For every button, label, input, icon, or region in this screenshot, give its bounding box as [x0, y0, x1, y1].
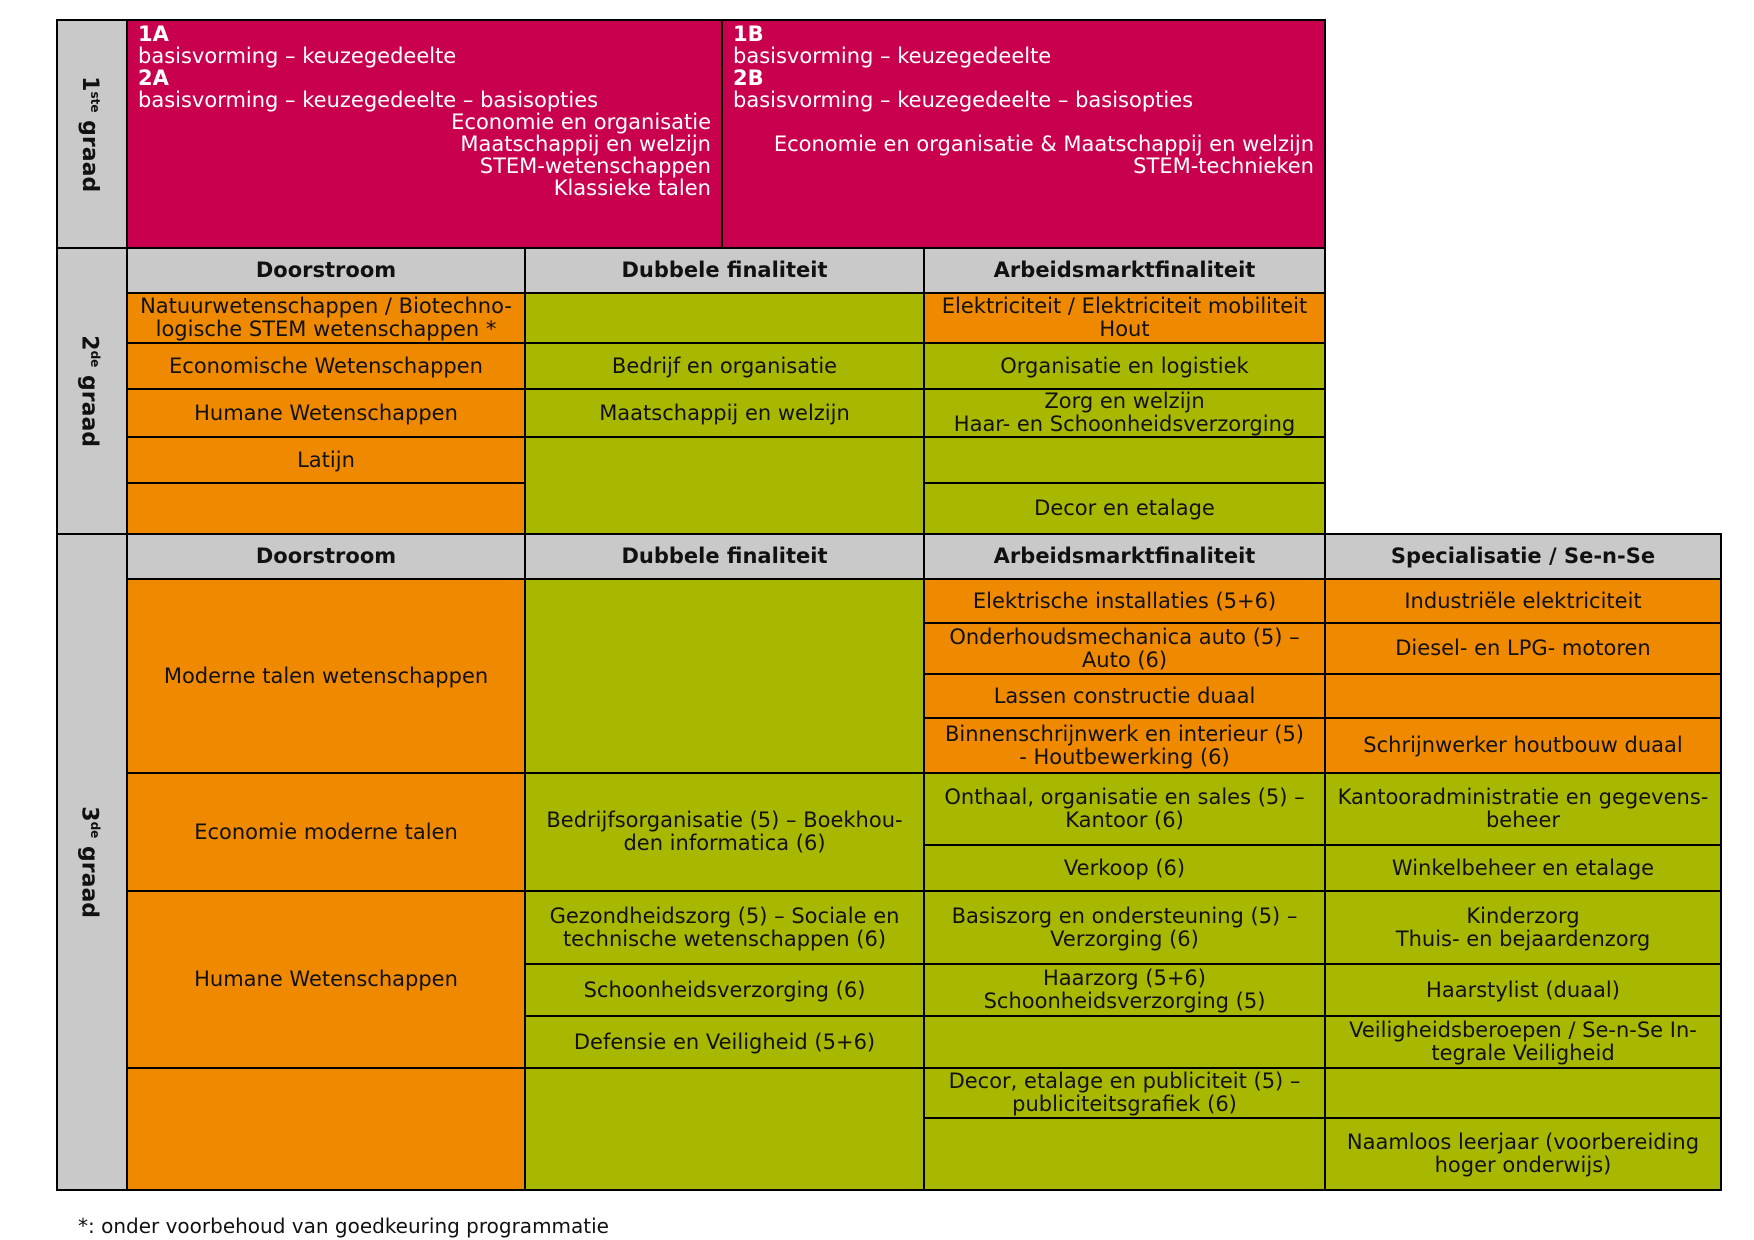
g3-arbeid-cell: Elektrische installaties (5+6) [923, 578, 1326, 624]
b-option: Economie en organisatie & Maatschappij en welzijn [773, 132, 1314, 156]
g2-doorstroom-cell [126, 292, 526, 344]
cell-line: tegrale Veiligheid [1431, 1041, 1615, 1065]
g2-doorstroom-cell: Latijn [126, 436, 526, 484]
g3-special-cell [1324, 1015, 1722, 1069]
g3-arbeid-cell [923, 963, 1326, 1017]
cell-line: den informatica (6) [623, 831, 826, 855]
a-option: STEM-wetenschappen [479, 154, 711, 178]
code-1b: 1B [733, 22, 764, 46]
grade-1-label: 1ste graad [76, 75, 103, 193]
g2-doorstroom-empty-cell [126, 482, 526, 535]
g2-arbeid-cell [923, 388, 1326, 438]
g2-arbeid-cell: Organisatie en logistiek [923, 342, 1326, 390]
cell-line: Veiligheidsberoepen / Se-n-Se In- [1349, 1018, 1697, 1042]
first-grade-b-stream [721, 19, 1326, 249]
cell-line: Kinderzorg [1466, 903, 1580, 928]
g3-special-cell [1324, 1117, 1722, 1191]
cell-line: Gezondheidszorg (5) – Sociale en [549, 903, 900, 928]
g2-arbeid-empty-cell [923, 436, 1326, 484]
code-2a: 2A [138, 66, 169, 90]
a-option: Maatschappij en welzijn [460, 132, 711, 156]
cell-line: hoger onderwijs) [1434, 1153, 1612, 1177]
g3-arbeid-empty-cell [923, 1015, 1326, 1069]
grade-2-label-cell [56, 247, 128, 535]
g3-arbeid-cell [923, 1067, 1326, 1119]
g3-arbeid-cell [923, 772, 1326, 846]
g3-doorstroom-cell: Economie moderne talen [126, 772, 526, 892]
g3-special-cell: Winkelbeheer en etalage [1324, 844, 1722, 892]
g3-header-dubbele-finaliteit: Dubbele finaliteit [524, 533, 925, 580]
cell-line: Natuurwetenschappen / Biotechno- [140, 294, 512, 318]
cell-line: Kantooradministratie en gegevens- [1337, 785, 1709, 809]
g2-arbeid-cell: Decor en etalage [923, 482, 1326, 535]
g3-header-specialisatie: Specialisatie / Se-n-Se [1324, 533, 1722, 580]
g3-header-doorstroom: Doorstroom [126, 533, 526, 580]
cell-line: Onderhoudsmechanica auto (5) – [949, 624, 1300, 649]
g3-special-cell [1324, 772, 1722, 846]
cell-line: beheer [1485, 808, 1561, 832]
a-stream-line-1: basisvorming – keuzegedeelte [138, 44, 457, 68]
b-option: STEM-technieken [1133, 154, 1314, 178]
cell-line: Elektriciteit / Elektriciteit mobiliteit [941, 294, 1308, 318]
cell-line: Thuis- en bejaardenzorg [1395, 926, 1651, 951]
first-grade-a-stream [126, 19, 723, 249]
g3-doorstroom-empty-cell [126, 1067, 526, 1191]
footnote: *: onder voorbehoud van goedkeuring programmatie [78, 1214, 609, 1238]
a-stream-line-2: basisvorming – keuzegedeelte – basisopties [138, 88, 599, 112]
g3-arbeid-cell [923, 717, 1326, 774]
b-stream-line-2: basisvorming – keuzegedeelte – basisopties [733, 88, 1194, 112]
g3-arbeid-cell [923, 622, 1326, 675]
g3-dubbele-cell: Schoonheidsverzorging (6) [524, 963, 925, 1017]
a-option: Economie en organisatie [451, 110, 711, 134]
cell-line: Haar- en Schoonheidsverzorging [953, 412, 1296, 436]
g3-dubbele-cell [524, 890, 925, 965]
grade-1-label-cell [56, 19, 128, 249]
cell-line: Verzorging (6) [1050, 926, 1199, 951]
b-stream-line-1: basisvorming – keuzegedeelte [733, 44, 1052, 68]
cell-line: Naamloos leerjaar (voorbereiding [1346, 1130, 1700, 1154]
g3-special-empty-cell [1324, 673, 1722, 719]
grade-2-label: 2de graad [76, 335, 103, 447]
g3-special-cell: Industriële elektriciteit [1324, 578, 1722, 624]
g3-special-cell: Schrijnwerker houtbouw duaal [1324, 717, 1722, 774]
g3-special-empty-cell [1324, 1067, 1722, 1119]
g3-arbeid-cell [923, 890, 1326, 965]
cell-line: technische wetenschappen (6) [562, 926, 887, 951]
cell-line: Kantoor (6) [1065, 808, 1184, 832]
g3-special-cell: Diesel- en LPG- motoren [1324, 622, 1722, 675]
cell-line: publiciteitsgrafiek (6) [1012, 1092, 1237, 1116]
g2-header-doorstroom: Doorstroom [126, 247, 526, 294]
g2-dubbele-empty-cell [524, 436, 925, 535]
cell-line: Onthaal, organisatie en sales (5) – [944, 785, 1305, 809]
cell-line: Schoonheidsverzorging (5) [983, 989, 1266, 1013]
g3-dubbele-empty-cell [524, 578, 925, 774]
grade-3-label: 3de graad [76, 806, 103, 918]
cell-line: Haarzorg (5+6) [1042, 966, 1206, 990]
g3-dubbele-cell: Defensie en Veiligheid (5+6) [524, 1015, 925, 1069]
g3-special-cell: Haarstylist (duaal) [1324, 963, 1722, 1017]
g3-special-cell [1324, 890, 1722, 965]
g2-doorstroom-cell: Humane Wetenschappen [126, 388, 526, 438]
g2-header-arbeidsmarktfinaliteit: Arbeidsmarktfinaliteit [923, 247, 1326, 294]
grade-3-label-cell [56, 533, 128, 1191]
cell-line: Binnenschrijnwerk en interieur (5) [944, 721, 1305, 746]
g3-header-arbeidsmarktfinaliteit: Arbeidsmarktfinaliteit [923, 533, 1326, 580]
cell-line: Bedrijfsorganisatie (5) – Boekhou- [546, 808, 903, 832]
cell-line: Zorg en welzijn [1044, 389, 1205, 413]
cell-line: Auto (6) [1081, 647, 1168, 672]
g3-arbeid-cell: Verkoop (6) [923, 844, 1326, 892]
g3-dubbele-cell [524, 772, 925, 892]
g2-dubbele-empty-cell [524, 292, 925, 344]
g3-arbeid-cell: Lassen constructie duaal [923, 673, 1326, 719]
g2-dubbele-cell: Bedrijf en organisatie [524, 342, 925, 390]
g3-doorstroom-cell: Moderne talen wetenschappen [126, 578, 526, 774]
cell-line: - Houtbewerking (6) [1019, 744, 1230, 769]
a-option: Klassieke talen [553, 176, 711, 200]
g3-doorstroom-cell: Humane Wetenschappen [126, 890, 526, 1069]
g2-arbeid-cell [923, 292, 1326, 344]
g2-header-dubbele-finaliteit: Dubbele finaliteit [524, 247, 925, 294]
cell-line: Basiszorg en ondersteuning (5) – [951, 903, 1298, 928]
g3-arbeid-empty-cell [923, 1117, 1326, 1191]
code-1a: 1A [138, 22, 169, 46]
cell-line: Decor, etalage en publiciteit (5) – [948, 1069, 1301, 1093]
g2-doorstroom-cell: Economische Wetenschappen [126, 342, 526, 390]
cell-line: logische STEM wetenschappen * [155, 317, 497, 341]
g2-dubbele-cell: Maatschappij en welzijn [524, 388, 925, 438]
g3-dubbele-empty-cell [524, 1067, 925, 1191]
cell-line: Hout [1099, 317, 1150, 341]
code-2b: 2B [733, 66, 764, 90]
